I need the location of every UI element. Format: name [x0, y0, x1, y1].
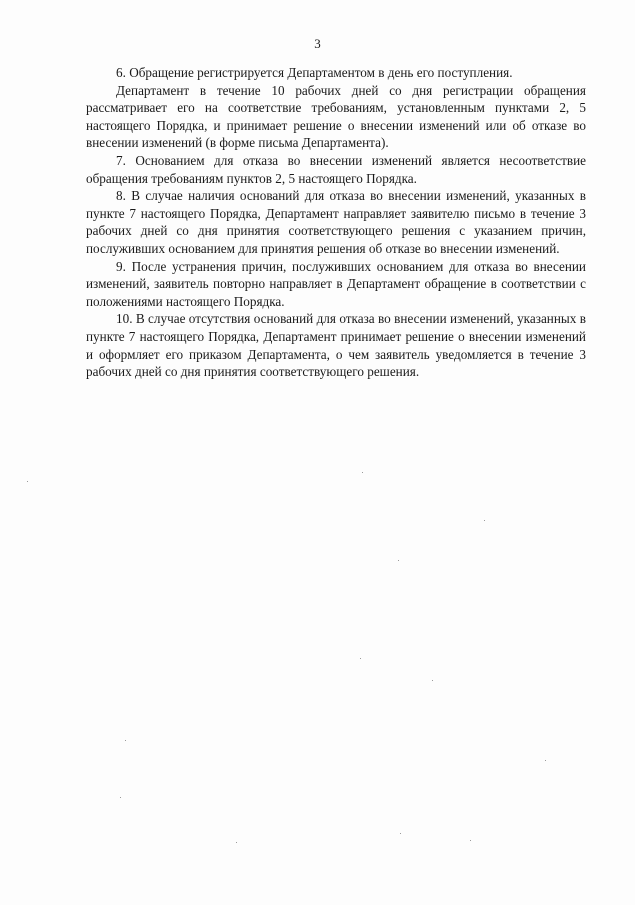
scan-speck [545, 760, 546, 761]
paragraph-10-approval: 10. В случае отсутствия оснований для отказа во внесении изменений, указанных в пункте 7 настоящего Порядка, Департамент принимает решение о внесении изменений и оформляет его приказом Департамента, о чем заявитель уведомляется в течение 3 рабочих дней со дня принятия соответствующего решения. [86, 311, 586, 380]
scan-speck [398, 560, 399, 561]
paragraph-7-refusal-grounds: 7. Основанием для отказа во внесении изменений является несоответствие обращения требованиям пунктов 2, 5 настоящего Порядка. [86, 152, 586, 186]
scan-speck [120, 797, 121, 798]
scan-speck [125, 740, 126, 741]
scan-speck [362, 472, 363, 473]
scan-speck [484, 520, 485, 521]
scan-speck [400, 833, 401, 834]
paragraph-6-registration: 6. Обращение регистрируется Департаментом в день его поступления. [116, 65, 513, 80]
paragraph-9-resubmission: 9. После устранения причин, послуживших основанием для отказа во внесении изменений, заявитель повторно направляет в Департамент обращение в соответствии с положениями настоящего Порядка. [86, 258, 586, 309]
document-body [86, 64, 586, 381]
scan-speck [360, 658, 361, 659]
scan-speck [236, 842, 237, 843]
page-number: 3 [314, 36, 321, 51]
scan-speck [432, 680, 433, 681]
paragraph-8-refusal-letter: 8. В случае наличия оснований для отказа во внесении изменений, указанных в пункте 7 настоящего Порядка, Департамент направляет заявителю письмо в течение 3 рабочих дней со дня принятия соответствующего решения с указанием причин, послуживших основанием для принятия решения об отказе во внесении изменений. [86, 188, 586, 256]
scan-speck [27, 481, 28, 482]
scan-speck [470, 840, 471, 841]
paragraph-review-decision: Департамент в течение 10 рабочих дней со дня регистрации обращения рассматривает его на соответствие требованиям, установленным пунктами 2, 5 настоящего Порядка, и принимает решение о внесении изменений или об отказе во внесении изменений (в форме письма Департамента). [86, 82, 586, 151]
